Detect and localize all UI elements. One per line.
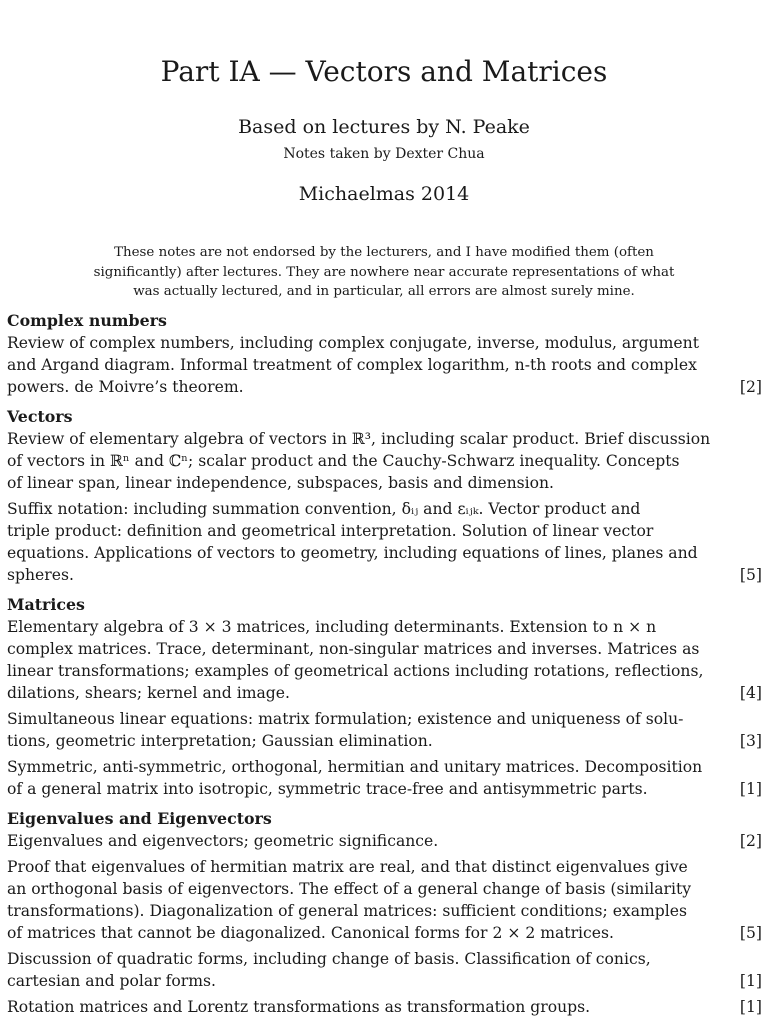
term-date: Michaelmas 2014: [298, 183, 470, 205]
lecture-hours: [1]: [739, 972, 762, 990]
paragraph-line: Symmetric, anti-symmetric, orthogonal, hermitian and unitary matrices. Decomposition: [7, 758, 703, 776]
document-title: Part IA — Vectors and Matrices: [160, 55, 608, 88]
lecture-hours: [2]: [739, 378, 762, 396]
lecturer-credit: Based on lectures by N. Peake: [238, 116, 530, 138]
lecture-hours: [5]: [739, 566, 762, 584]
paragraph-line: and Argand diagram. Informal treatment of complex logarithm, n-th roots and complex: [7, 356, 697, 374]
lecture-hours: [5]: [739, 924, 762, 942]
paragraph-line: spheres.: [7, 566, 74, 584]
paragraph-line: triple product: definition and geometrical interpretation. Solution of linear vector: [7, 522, 654, 540]
paragraph-line: Eigenvalues and eigenvectors; geometric significance.: [7, 832, 439, 850]
syllabus-paragraph: [7, 996, 762, 1018]
paragraph-line: cartesian and polar forms.: [7, 972, 216, 990]
lecture-hours: [1]: [739, 780, 762, 798]
syllabus-paragraph: [7, 616, 762, 704]
syllabus-paragraph: [7, 756, 762, 800]
paragraph-line: Discussion of quadratic forms, including change of basis. Classification of conics,: [7, 950, 651, 968]
paragraph-line: Suffix notation: including summation convention, δᵢⱼ and εᵢⱼₖ. Vector product and: [7, 500, 641, 518]
paragraph-line: Rotation matrices and Lorentz transformations as transformation groups.: [7, 998, 591, 1016]
paragraph-line: Review of elementary algebra of vectors in ℝ³, including scalar product. Brief discussion: [7, 430, 711, 448]
lecture-hours: [2]: [739, 832, 762, 850]
syllabus: [7, 310, 762, 1026]
syllabus-paragraph: [7, 948, 762, 992]
paragraph-line: Elementary algebra of 3 × 3 matrices, including determinants. Extension to n × n: [7, 618, 657, 636]
paragraph-line: dilations, shears; kernel and image.: [7, 684, 290, 702]
paragraph-line: tions, geometric interpretation; Gaussian elimination.: [7, 732, 433, 750]
disclaimer: [36, 243, 732, 302]
paragraph-line: Proof that eigenvalues of hermitian matrix are real, and that distinct eigenvalues give: [7, 858, 688, 876]
paragraph-line: Simultaneous linear equations: matrix formulation; existence and uniqueness of solu-: [7, 710, 684, 728]
paragraph-line: transformations). Diagonalization of general matrices: sufficient conditions; examples: [7, 902, 687, 920]
lecture-hours: [1]: [739, 998, 762, 1016]
disclaimer-line: was actually lectured, and in particular, all errors are almost surely mine.: [133, 284, 635, 299]
section-heading: Matrices: [7, 595, 85, 614]
paragraph-line: of a general matrix into isotropic, symmetric trace-free and antisymmetric parts.: [7, 780, 648, 798]
lecture-hours: [4]: [739, 684, 762, 702]
paragraph-line: an orthogonal basis of eigenvectors. The effect of a general change of basis (similarity: [7, 880, 692, 898]
paragraph-line: of matrices that cannot be diagonalized. Canonical forms for 2 × 2 matrices.: [7, 924, 614, 942]
disclaimer-line: significantly) after lectures. They are nowhere near accurate representations of what: [93, 264, 675, 280]
disclaimer-line: These notes are not endorsed by the lecturers, and I have modified them (often: [114, 245, 654, 260]
paragraph-line: powers. de Moivre’s theorem.: [7, 378, 244, 396]
syllabus-paragraph: [7, 830, 762, 852]
section-complex-numbers: [7, 310, 762, 398]
section-heading: Complex numbers: [7, 311, 167, 330]
note-taker-credit: Notes taken by Dexter Chua: [283, 146, 485, 162]
paragraph-line: linear transformations; examples of geometrical actions including rotations, reflections,: [7, 662, 704, 680]
paragraph-line: Review of complex numbers, including complex conjugate, inverse, modulus, argument: [7, 334, 699, 352]
paragraph-line: complex matrices. Trace, determinant, non-singular matrices and inverses. Matrices as: [7, 640, 700, 658]
syllabus-paragraph: [7, 498, 762, 586]
paragraph-line: of linear span, linear independence, subspaces, basis and dimension.: [7, 474, 554, 492]
section-heading: Vectors: [7, 407, 73, 426]
syllabus-paragraph: [7, 428, 762, 494]
syllabus-paragraph: [7, 332, 762, 398]
lecture-hours: [3]: [739, 732, 762, 750]
section-heading: Eigenvalues and Eigenvectors: [7, 809, 272, 828]
section-eigenvalues: [7, 808, 762, 1018]
section-matrices: [7, 594, 762, 800]
section-vectors: [7, 406, 762, 586]
paragraph-line: of vectors in ℝⁿ and ℂⁿ; scalar product and the Cauchy-Schwarz inequality. Concepts: [7, 452, 680, 470]
paragraph-line: equations. Applications of vectors to geometry, including equations of lines, planes and: [7, 544, 698, 562]
syllabus-paragraph: [7, 708, 762, 752]
syllabus-paragraph: [7, 856, 762, 944]
